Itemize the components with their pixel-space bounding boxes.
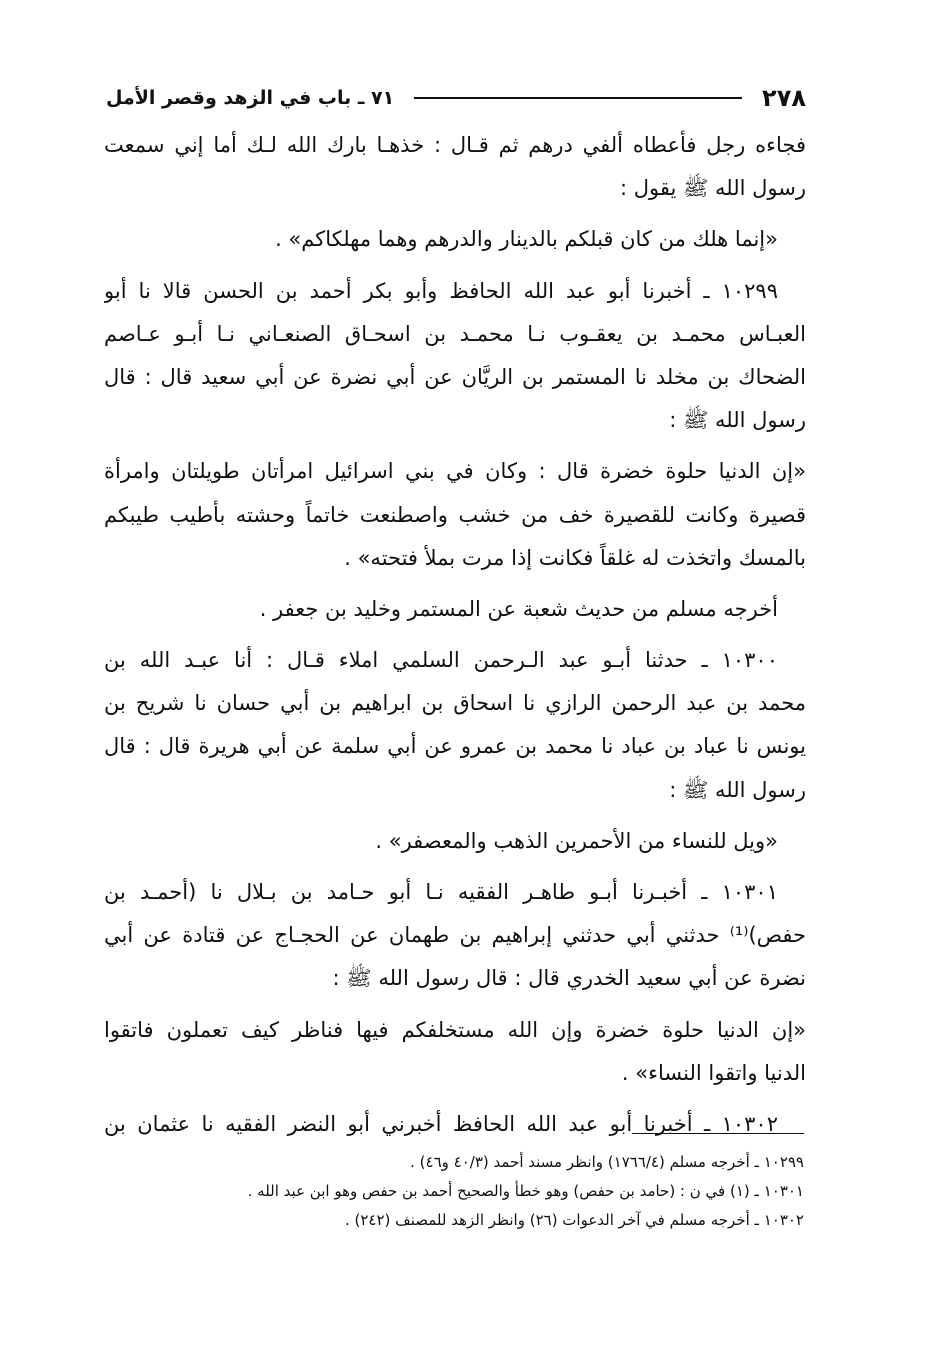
text-line: محمد بن عبد الرحمن الرازي نا اسحاق بن ابراهيم بن أبي حسان نا شريح بن (104, 691, 806, 716)
text-line: بالمسك واتخذت له غلقاً فكانت إذا مرت بملأ فتحته» . (344, 545, 806, 570)
footnote-separator (632, 1133, 804, 1134)
paragraph-gap (104, 631, 806, 639)
text-line: «إن الدنيا حلوة خضرة وإن الله مستخلفكم فيها فناظر كيف تعملون فاتقوا (104, 1017, 806, 1042)
text-line: ١٠٢٩٩ ـ أخبرنا أبو عبد الله الحافظ وأبو بكر أحمد بن الحسن قالا نا أبو (104, 278, 778, 303)
text-line: رسول الله ﷺ : (669, 408, 806, 433)
text-line: «ويل للنساء من الأحمرين الذهب والمعصفر» . (375, 828, 778, 853)
footnotes (140, 1148, 804, 1235)
text-line: فجاءه رجل فأعطاه ألفي درهم ثم قـال : خذهـا بارك الله لـك أما إني سمعت (104, 133, 806, 157)
footnote: ١٠٢٩٩ ـ أخرجه مسلم (١٧٦٦/٤) وانظر مسند أحمد (٤٠/٣ و٤٦) . (410, 1153, 804, 1171)
header-rule (414, 97, 742, 99)
paragraph-gap (104, 1001, 806, 1009)
text-line: نضرة عن أبي سعيد الخدري قال : قال رسول الله ﷺ : (332, 966, 806, 991)
running-header (106, 80, 806, 116)
paragraph-gap (104, 262, 806, 270)
footnote: ١٠٣٠٢ ـ أخرجه مسلم في آخر الدعوات (٢٦) وانظر الزهد للمصنف (٢٤٢) . (344, 1211, 804, 1229)
text-line: رسول الله ﷺ : (669, 777, 806, 802)
text-line: العبـاس محمـد بن يعقـوب نـا محمـد بن اسحـاق الصنعـاني نـا أبـو عـاصم (104, 321, 806, 346)
text-line: ١٠٣٠٠ ـ حدثنا أبـو عبد الـرحمن السلمي املاء قـال : أنا عبـد الله بن (104, 648, 778, 673)
paragraph-gap (104, 580, 806, 588)
text-line: الضحاك بن مخلد نا المستمر بن الريَّان عن أبي نضرة عن أبي سعيد قال : قال (104, 364, 806, 389)
text-line: حفص)⁽¹⁾ حدثني أبي حدثني إبراهيم بن طهمان عن الحجـاج عن قتادة عن أبي (104, 923, 806, 948)
text-line: «إن الدنيا حلوة خضرة قال : وكان في بني اسرائيل امرأتان طويلتان وامرأة (104, 459, 806, 484)
text-line: أخرجه مسلم من حديث شعبة عن المستمر وخليد بن جعفر . (259, 596, 778, 621)
text-line: الدنيا واتقوا النساء» . (621, 1060, 806, 1085)
page-number: ٢٧٨ (762, 84, 806, 112)
text-line: ١٠٣٠١ ـ أخبـرنا أبـو طاهـر الفقيه نـا أبو حـامد بن بـلال نا (أحمـد بن (104, 880, 778, 904)
text-line: رسول الله ﷺ يقول : (619, 176, 806, 201)
paragraph-gap (104, 863, 806, 871)
text-line: قصيرة وكانت للقصيرة خف من خشب واصطنعت خاتماً وحشته بأطيب طيبكم (104, 502, 806, 527)
footnote: ١٠٣٠١ ـ (١) في ن : (حامد بن حفص) وهو خطأ والصحيح أحمد بن حفص وهو ابن عبد الله . (247, 1182, 804, 1200)
text-line: ١٠٣٠٢ ـ أخبرنا أبو عبد الله الحافظ أخبرني أبو النضر الفقيه نا عثمان بن (104, 1111, 778, 1136)
text-line: «إنما هلك من كان قبلكم بالدينار والدرهم وهما مهلكاكم» . (275, 227, 778, 252)
paragraph-gap (104, 1095, 806, 1103)
chapter-title: ٧١ ـ باب في الزهد وقصر الأمل (106, 87, 395, 109)
text-line: يونس نا عباد بن عباد نا محمد بن عمرو عن أبي سلمة عن أبي هريرة قال : قال (104, 734, 806, 759)
paragraph-gap (104, 812, 806, 820)
main-text (104, 124, 806, 1146)
paragraph-gap (104, 210, 806, 218)
paragraph-gap (104, 442, 806, 450)
